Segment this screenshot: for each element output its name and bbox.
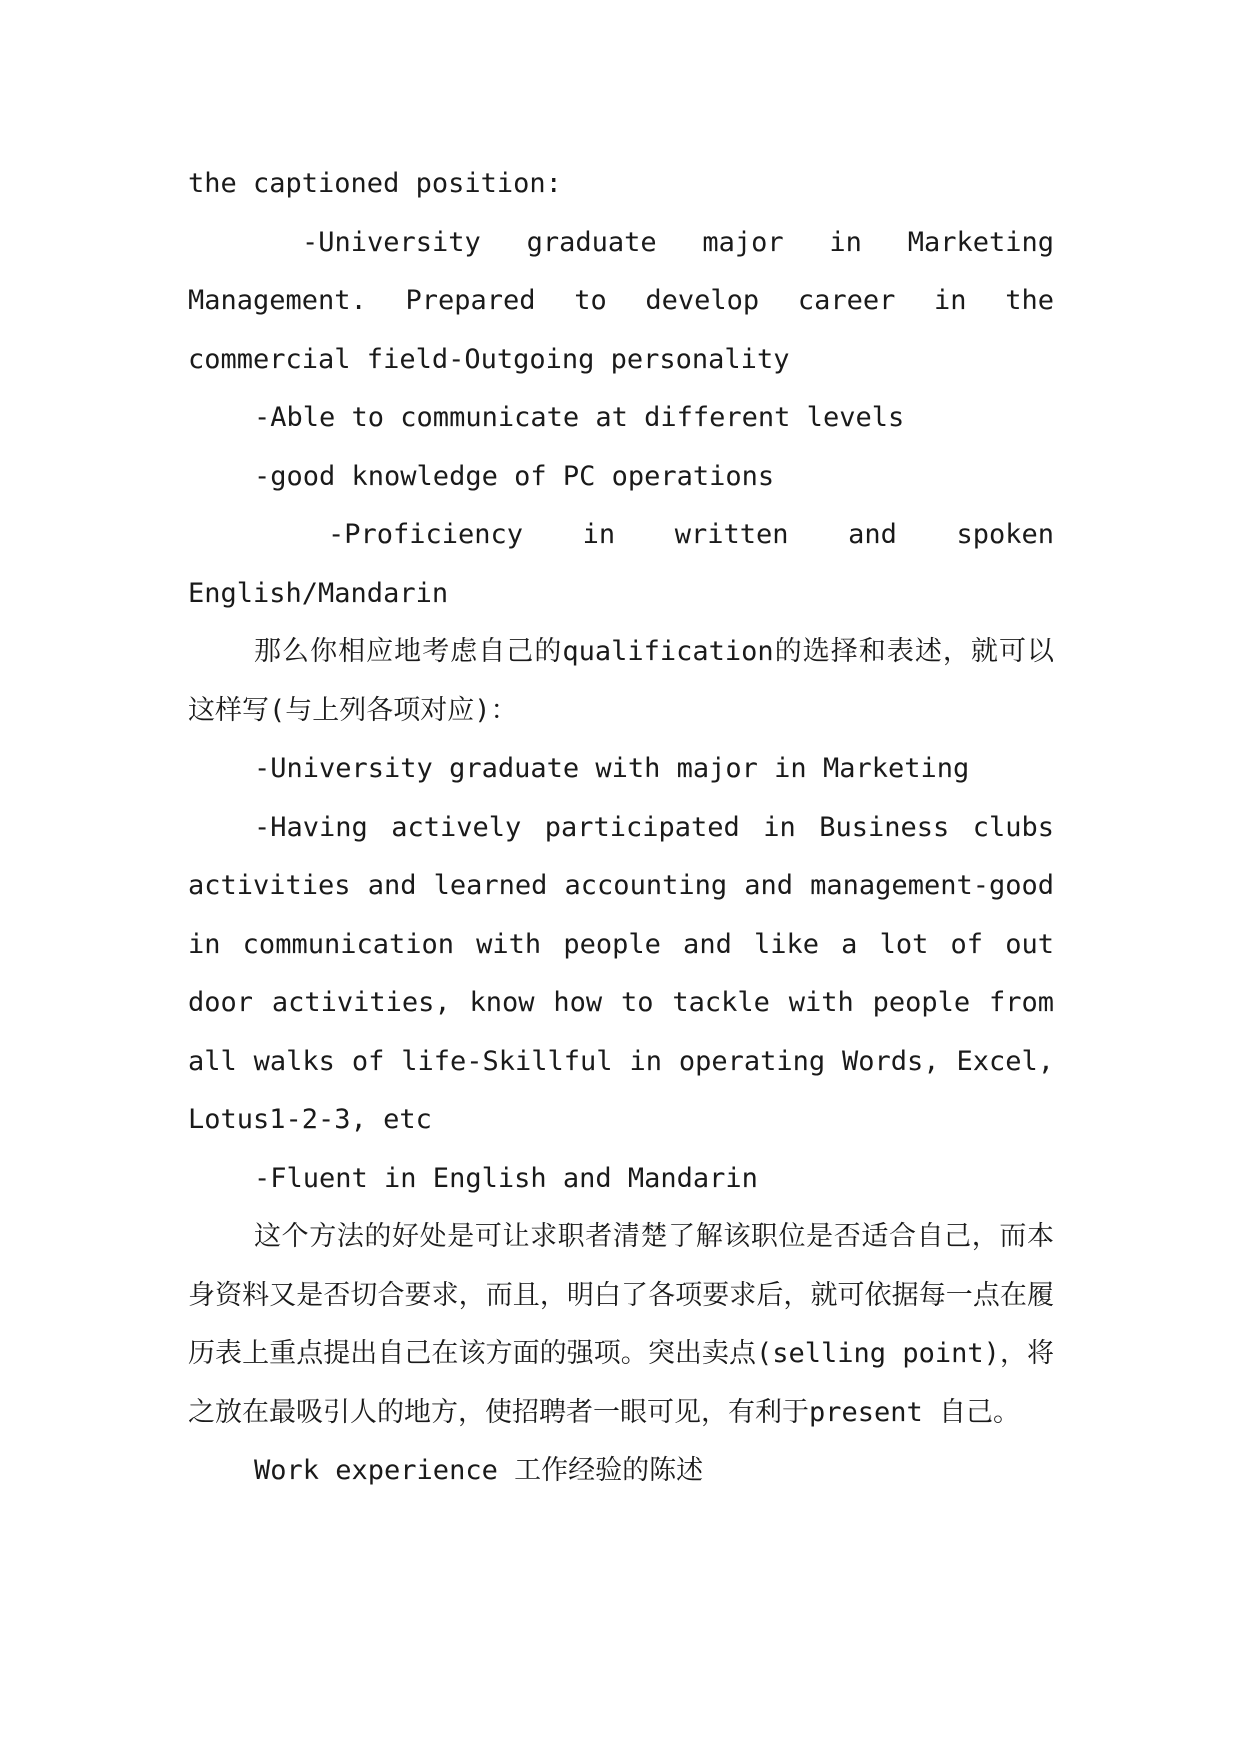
document-body bbox=[188, 155, 1054, 1501]
paragraph-qualification-university: -University graduate with major in Marketing bbox=[254, 753, 970, 784]
paragraph-requirement-pc: -good knowledge of PC operations bbox=[254, 460, 775, 492]
paragraph-qualification-fluent: -Fluent in English and Mandarin bbox=[254, 1162, 758, 1194]
paragraph-qualification-intro: 那么你相应地考虑自己的qualification的选择和表述，就可以这样写(与上列各项对应)： bbox=[188, 636, 1054, 726]
paragraph-requirement-communicate: -Able to communicate at different levels bbox=[254, 402, 905, 433]
paragraph-method-benefit: 这个方法的好处是可让求职者清楚了解该职位是否适合自己，而本身资料又是否切合要求，而且，明白了各项要求后，就可依据每一点在履历表上重点提出自己在该方面的强项。突出卖点(selling point)，将之放在最吸引人的地方，使招聘者一眼可见，有利于present 自己。 bbox=[188, 1221, 1054, 1428]
paragraph-captioned-position: the captioned position: bbox=[188, 168, 562, 199]
paragraph-qualification-activities: -Having actively participated in Business clubs activities and learned accounting and management-good in communication with people and like a lot of out door activities, know how to tackle with people from all walks of life-Skillful in operating Words, Excel, Lotus1-2-3, etc bbox=[188, 811, 1054, 1135]
paragraph-requirement-university: -University graduate major in Marketing Management. Prepared to develop career in the commercial field-Outgoing personality bbox=[188, 226, 1054, 375]
paragraph-work-experience-heading: Work experience 工作经验的陈述 bbox=[254, 1455, 704, 1486]
paragraph-requirement-language: -Proficiency in written and spoken English/Mandarin bbox=[188, 519, 1054, 609]
